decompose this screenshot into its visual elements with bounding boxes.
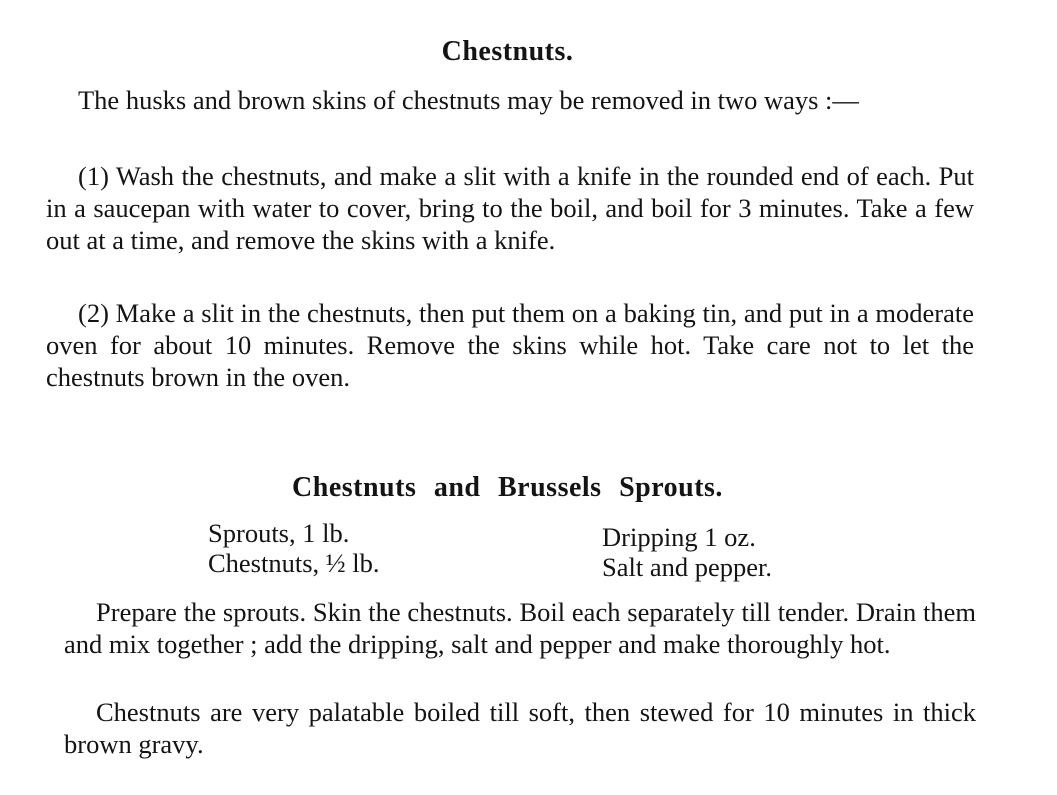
section-title-chestnuts-and-sprouts: Chestnuts and Brussels Sprouts. (292, 472, 723, 503)
ingredient-item: Salt and pepper. (602, 552, 772, 582)
ingredient-item: Chestnuts, ½ lb. (208, 548, 380, 578)
ingredient-item: Dripping 1 oz. (602, 522, 756, 552)
note-paragraph: Chestnuts are very palatable boiled till soft, then stewed for 10 minutes in thick brown gravy. (64, 697, 976, 759)
method-2-paragraph: (2) Make a slit in the chestnuts, then put them on a baking tin, and put in a moderate oven for about 10 minutes. Remove the skins while hot. Take care not to let the chestnuts brown in the oven. (46, 298, 974, 392)
section-title-chestnuts: Chestnuts. (441, 36, 574, 67)
intro-paragraph: The husks and brown skins of chestnuts may be removed in two ways :— (78, 85, 859, 115)
ingredients-left-column (208, 518, 380, 578)
method-paragraph: Prepare the sprouts. Skin the chestnuts. Boil each separately till tender. Drain them and mix together ; add the dripping, salt and pepper and make thoroughly hot. (64, 597, 976, 659)
ingredient-item: Sprouts, 1 lb. (208, 518, 350, 548)
ingredients-right-column (602, 522, 772, 582)
method-1-paragraph: (1) Wash the chestnuts, and make a slit with a knife in the rounded end of each. Put in a saucepan with water to cover, bring to the boil, and boil for 3 minutes. Take a few out at a time, and remove the skins with a knife. (46, 161, 974, 255)
